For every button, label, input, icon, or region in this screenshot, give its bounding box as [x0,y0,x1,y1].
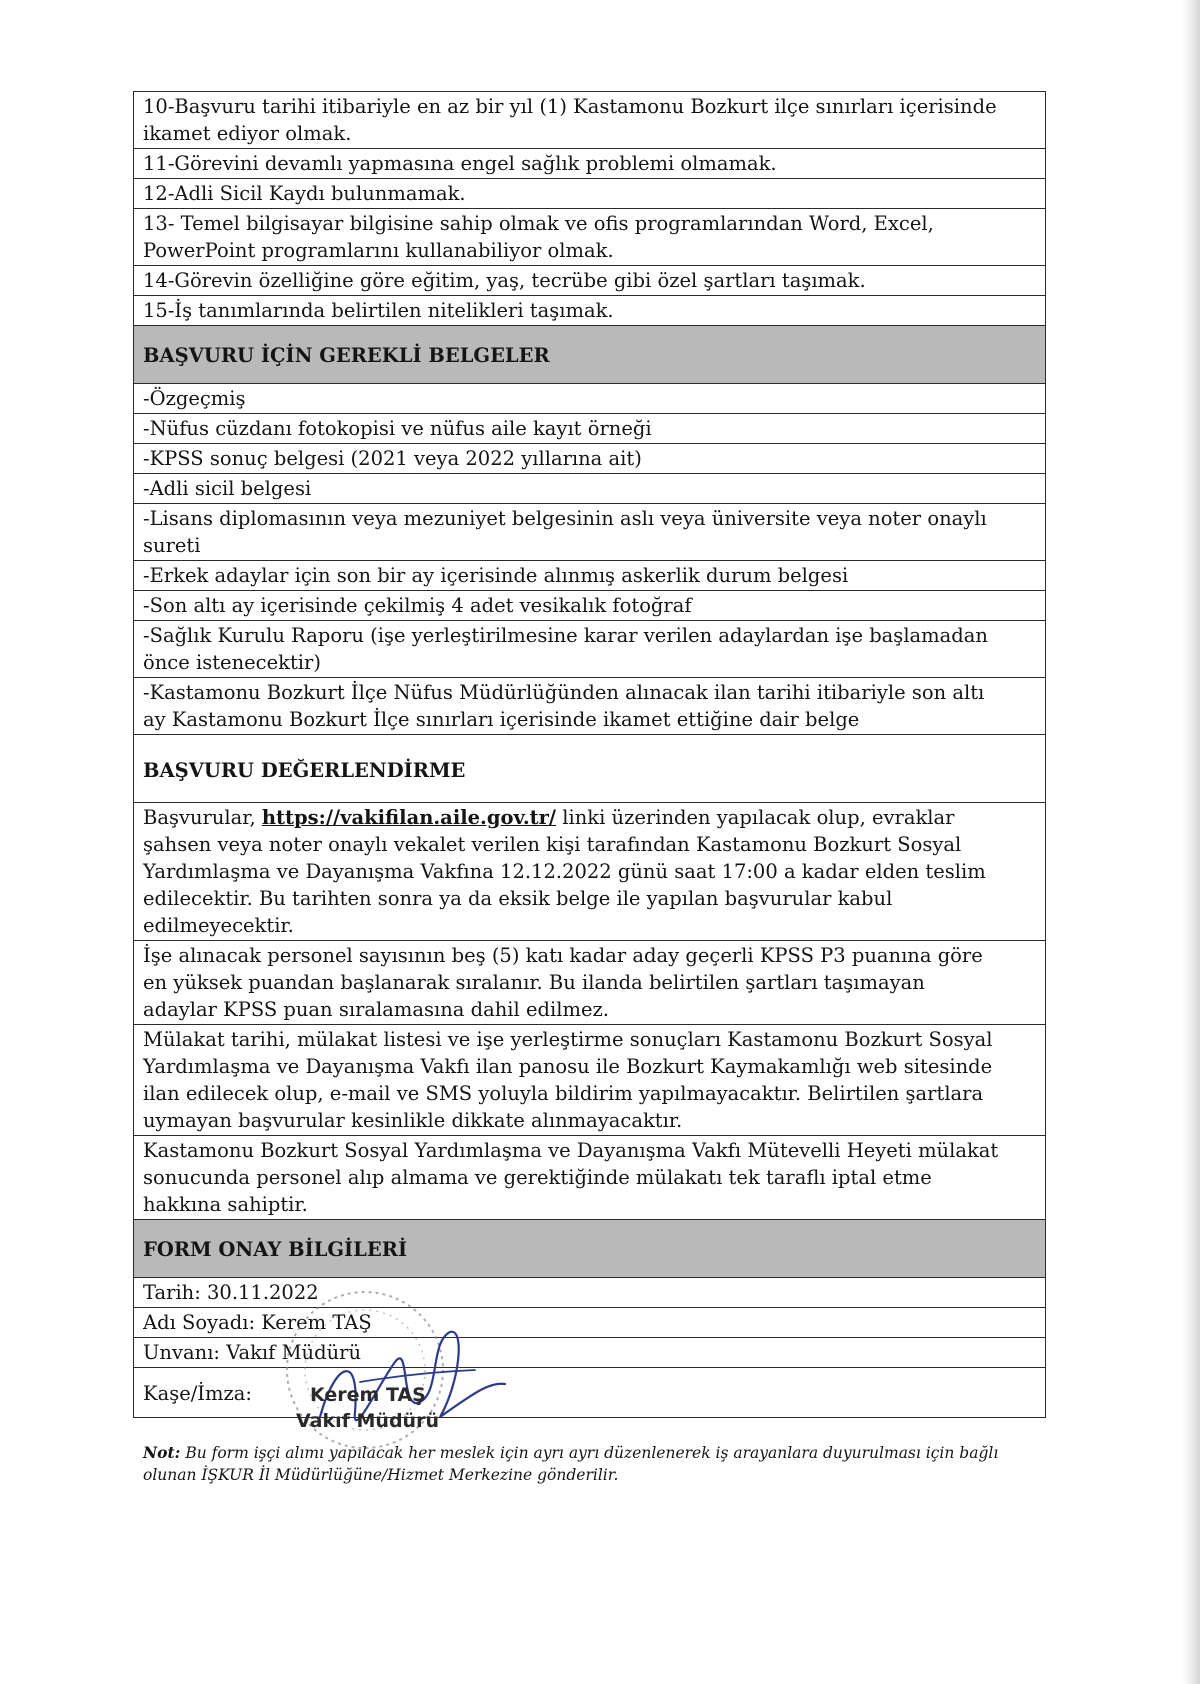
requirement-11: 11-Görevini devamlı yapmasına engel sağlık problemi olmamak. [134,149,1046,179]
stamp-title: Vakıf Müdürü [296,1410,439,1432]
document-row [134,561,1046,591]
requirement-row [134,209,1046,266]
evaluation-intro [134,803,1046,941]
document-row [134,444,1046,474]
document-row [134,384,1046,414]
job-announcement-form-table [133,91,1046,1418]
requirement-row [134,266,1046,296]
requirement-14: 14-Görevin özelliğine göre eğitim, yaş, tecrübe gibi özel şartları taşımak. [134,266,1046,296]
note-label: Not: [143,1443,181,1462]
application-link[interactable]: https://vakifilan.aile.gov.tr/ [261,806,557,829]
approval-section-header [134,1220,1046,1278]
evaluation-paragraph: İşe alınacak personel sayısının beş (5) katı kadar aday geçerli KPSS P3 puanına göre en yüksek puandan başlanarak sıralanır. Bu ilanda belirtilen şartları taşımayan adaylar KPSS puan sıralamasına dahil edilmez. [134,941,1046,1025]
approval-title: FORM ONAY BİLGİLERİ [134,1220,1046,1278]
evaluation-intro-before: Başvurular, [143,806,262,829]
approval-row [134,1308,1046,1338]
requirement-row [134,179,1046,209]
requirement-row [134,149,1046,179]
document-item: -Lisans diplomasının veya mezuniyet belgesinin aslı veya üniversite veya noter onaylı sureti [134,504,1046,561]
document-item: -Sağlık Kurulu Raporu (işe yerleştirilmesine karar verilen adaylardan işe başlamadan önce istenecektir) [134,621,1046,678]
document-item: -Özgeçmiş [134,384,1046,414]
stamp-name: Kerem TAŞ [310,1384,426,1406]
document-item: -Adli sicil belgesi [134,474,1046,504]
evaluation-row [134,803,1046,941]
requirement-12: 12-Adli Sicil Kaydı bulunmamak. [134,179,1046,209]
evaluation-paragraph: Mülakat tarihi, mülakat listesi ve işe yerleştirme sonuçları Kastamonu Bozkurt Sosyal Yardımlaşma ve Dayanışma Vakfı ilan panosu ile Bozkurt Kaymakamlığı web sitesinde ilan edilecek olup, e-mail ve SMS yoluyla bildirim yapılmayacaktır. Belirtilen şartlara uymayan başvurular kesinlikle dikkate alınmayacaktır. [134,1025,1046,1136]
requirement-10: 10-Başvuru tarihi itibariyle en az bir yıl (1) Kastamonu Bozkurt ilçe sınırları içerisinde ikamet ediyor olmak. [134,92,1046,149]
requirement-13: 13- Temel bilgisayar bilgisine sahip olmak ve ofis programlarından Word, Excel, PowerPoint programlarını kullanabiliyor olmak. [134,209,1046,266]
requirement-15: 15-İş tanımlarında belirtilen nitelikleri taşımak. [134,296,1046,326]
evaluation-row [134,941,1046,1025]
document-row [134,621,1046,678]
evaluation-row [134,1136,1046,1220]
approval-row [134,1278,1046,1308]
document-row [134,678,1046,735]
approval-name: Adı Soyadı: Kerem TAŞ [134,1308,1046,1338]
document-item: -Son altı ay içerisinde çekilmiş 4 adet vesikalık fotoğraf [134,591,1046,621]
footer-note [143,1442,1063,1486]
evaluation-intro-after: linki üzerinden yapılacak olup, evraklar şahsen veya noter onaylı vekalet verilen kişi tarafından Kastamonu Bozkurt Sosyal Yardımlaşma ve Dayanışma Vakfına 12.12.2022 günü saat 17:00 a kadar elden teslim edilecektir. Bu tarihten sonra ya da eksik belge ile yapılan başvurular kabul edilmeyecektir. [143,806,986,937]
documents-title: BAŞVURU İÇİN GEREKLİ BELGELER [134,326,1046,384]
note-text: Bu form işçi alımı yapılacak her meslek için ayrı ayrı düzenlenerek iş arayanlara duyurulması için bağlı olunan İŞKUR İl Müdürlüğüne/Hizmet Merkezine gönderilir. [143,1444,999,1484]
approval-row [134,1338,1046,1368]
requirement-row [134,296,1046,326]
requirement-row [134,92,1046,149]
document-item: -KPSS sonuç belgesi (2021 veya 2022 yıllarına ait) [134,444,1046,474]
document-row [134,591,1046,621]
evaluation-section-header [134,735,1046,803]
documents-section-header [134,326,1046,384]
approval-date: Tarih: 30.11.2022 [134,1278,1046,1308]
document-row [134,504,1046,561]
stamp-signature-label: Kaşe/İmza: [134,1368,1046,1418]
document-item: -Erkek adaylar için son bir ay içerisinde alınmış askerlik durum belgesi [134,561,1046,591]
document-item: -Nüfus cüzdanı fotokopisi ve nüfus aile kayıt örneği [134,414,1046,444]
approval-row [134,1368,1046,1418]
evaluation-paragraph: Kastamonu Bozkurt Sosyal Yardımlaşma ve Dayanışma Vakfı Mütevelli Heyeti mülakat sonucunda personel alıp almama ve gerektiğinde mülakatı tek taraflı iptal etme hakkına sahiptir. [134,1136,1046,1220]
approval-position: Unvanı: Vakıf Müdürü [134,1338,1046,1368]
scanned-page-edge [1182,0,1200,1684]
evaluation-title: BAŞVURU DEĞERLENDİRME [134,735,1046,803]
document-row [134,474,1046,504]
document-row [134,414,1046,444]
evaluation-row [134,1025,1046,1136]
document-item: -Kastamonu Bozkurt İlçe Nüfus Müdürlüğünden alınacak ilan tarihi itibariyle son altı ay Kastamonu Bozkurt İlçe sınırları içerisinde ikamet ettiğine dair belge [134,678,1046,735]
